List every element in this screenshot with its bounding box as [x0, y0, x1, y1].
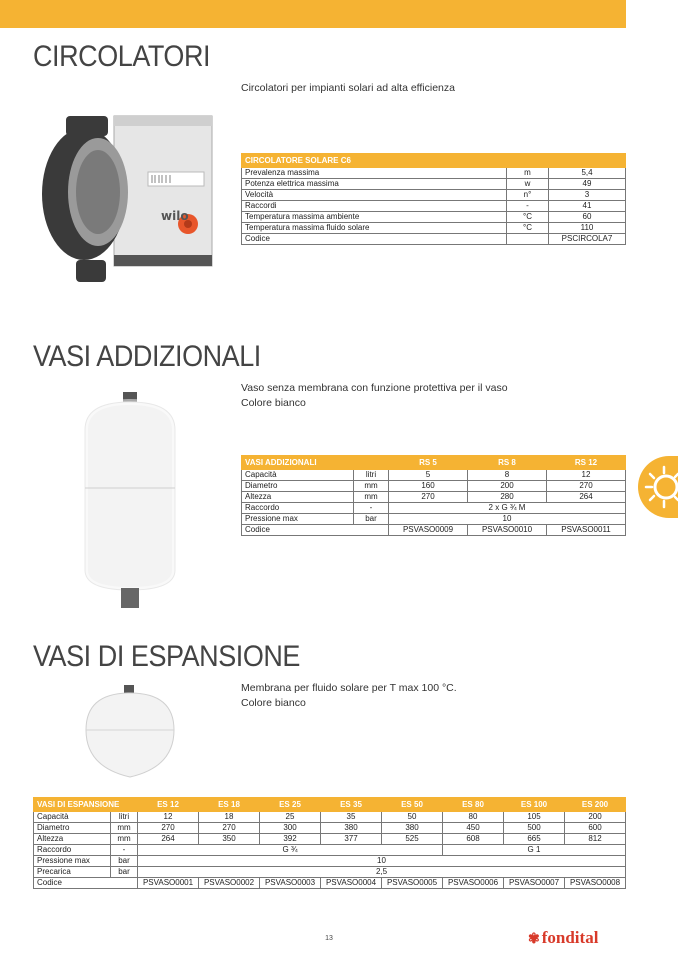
table-row — [242, 212, 626, 223]
vasi-addizionali-table — [241, 455, 626, 536]
table-header: VASI DI ESPANSIONE — [34, 798, 138, 812]
row-value: 41 — [549, 201, 626, 212]
table-row — [242, 223, 626, 234]
row-label: Capacità — [34, 812, 111, 823]
column-header: ES 80 — [443, 798, 504, 812]
expansion-vessel-image — [78, 685, 183, 785]
row-value: 280 — [468, 492, 547, 503]
table-row — [242, 481, 626, 492]
table-row — [242, 234, 626, 245]
row-value: 50 — [382, 812, 443, 823]
column-header: RS 8 — [468, 456, 547, 470]
flower-icon: ✾ — [528, 932, 540, 947]
row-label: Potenza elettrica massima — [242, 179, 507, 190]
row-value: 105 — [504, 812, 565, 823]
row-value: 380 — [321, 823, 382, 834]
row-unit: bar — [354, 514, 389, 525]
row-label: Pressione max — [34, 856, 111, 867]
row-unit: bar — [111, 856, 138, 867]
row-label: Diametro — [242, 481, 354, 492]
row-value: 25 — [260, 812, 321, 823]
additional-vessel-image — [75, 392, 190, 612]
row-value: 3 — [549, 190, 626, 201]
row-value: 8 — [468, 470, 547, 481]
row-value: 110 — [549, 223, 626, 234]
row-label: Raccordo — [242, 503, 354, 514]
column-header: ES 25 — [260, 798, 321, 812]
table-row — [34, 823, 626, 834]
row-value: 665 — [504, 834, 565, 845]
row-label: Prevalenza massima — [242, 168, 507, 179]
row-value: 812 — [565, 834, 626, 845]
row-value: PSVASO0002 — [199, 878, 260, 889]
sun-icon — [644, 465, 678, 509]
table-row — [242, 190, 626, 201]
row-value: PSVASO0011 — [547, 525, 626, 536]
column-header: ES 18 — [199, 798, 260, 812]
row-value: 80 — [443, 812, 504, 823]
row-unit: - — [111, 845, 138, 856]
row-label: Temperatura massima ambiente — [242, 212, 507, 223]
row-value: G 1 — [443, 845, 626, 856]
row-value: 500 — [504, 823, 565, 834]
row-value: 5,4 — [549, 168, 626, 179]
column-header: ES 50 — [382, 798, 443, 812]
column-header: RS 12 — [547, 456, 626, 470]
row-unit: mm — [111, 823, 138, 834]
row-value: 608 — [443, 834, 504, 845]
row-value: PSVASO0005 — [382, 878, 443, 889]
vasi-espansione-table — [33, 797, 626, 889]
solar-section-tab — [638, 456, 678, 518]
row-value: 380 — [382, 823, 443, 834]
row-value: PSVASO0008 — [565, 878, 626, 889]
row-value: 350 — [199, 834, 260, 845]
row-unit: w — [507, 179, 549, 190]
row-unit: litri — [354, 470, 389, 481]
row-unit: m — [507, 168, 549, 179]
column-header: ES 35 — [321, 798, 382, 812]
row-value: 264 — [547, 492, 626, 503]
row-value: 60 — [549, 212, 626, 223]
row-unit — [507, 234, 549, 245]
table-row — [242, 525, 626, 536]
row-value: 300 — [260, 823, 321, 834]
row-label: Temperatura massima fluido solare — [242, 223, 507, 234]
section-title-vasi-addizionali: VASI ADDIZIONALI — [33, 340, 261, 373]
row-value: 270 — [389, 492, 468, 503]
row-value: 160 — [389, 481, 468, 492]
row-value: PSVASO0010 — [468, 525, 547, 536]
table-row — [242, 514, 626, 525]
table-row — [242, 492, 626, 503]
row-value: 392 — [260, 834, 321, 845]
column-header: ES 200 — [565, 798, 626, 812]
row-label: Capacità — [242, 470, 354, 481]
row-label: Altezza — [242, 492, 354, 503]
circolatore-table — [241, 153, 626, 245]
row-value: 600 — [565, 823, 626, 834]
table-row — [34, 856, 626, 867]
row-value: 200 — [565, 812, 626, 823]
row-label: Precarica — [34, 867, 111, 878]
top-accent-bar — [0, 0, 626, 28]
row-value: 2 x G ¾ M — [389, 503, 626, 514]
pump-brand-label: wilo — [161, 209, 189, 223]
row-label: Codice — [242, 525, 389, 536]
row-unit: n° — [507, 190, 549, 201]
section-description: Vaso senza membrana con funzione protettiva per il vaso Colore bianco — [241, 382, 508, 409]
row-value: 12 — [138, 812, 199, 823]
row-value: 18 — [199, 812, 260, 823]
row-unit: mm — [354, 481, 389, 492]
fondital-logo: ✾ fondital — [528, 928, 599, 947]
table-row — [242, 201, 626, 212]
table-header: VASI ADDIZIONALI — [242, 456, 389, 470]
table-row — [34, 845, 626, 856]
section-title-vasi-espansione: VASI DI ESPANSIONE — [33, 640, 300, 673]
row-value: G ¾ — [138, 845, 443, 856]
row-value: 264 — [138, 834, 199, 845]
row-value: 270 — [547, 481, 626, 492]
section-title-circolatori: CIRCOLATORI — [33, 40, 211, 73]
table-row — [242, 168, 626, 179]
row-value: PSVASO0004 — [321, 878, 382, 889]
row-value: 12 — [547, 470, 626, 481]
row-value: 525 — [382, 834, 443, 845]
section-description: Membrana per fluido solare per T max 100 °C. Colore bianco — [241, 682, 457, 709]
row-unit: - — [507, 201, 549, 212]
row-value: PSCIRCOLA7 — [549, 234, 626, 245]
row-value: 450 — [443, 823, 504, 834]
table-row — [34, 812, 626, 823]
row-value: 49 — [549, 179, 626, 190]
row-label: Velocità — [242, 190, 507, 201]
table-row — [242, 503, 626, 514]
row-value: 270 — [199, 823, 260, 834]
column-header: ES 12 — [138, 798, 199, 812]
row-value: PSVASO0009 — [389, 525, 468, 536]
row-unit: litri — [111, 812, 138, 823]
row-value: 200 — [468, 481, 547, 492]
row-value: 270 — [138, 823, 199, 834]
row-label: Codice — [34, 878, 138, 889]
table-row — [34, 878, 626, 889]
row-unit: bar — [111, 867, 138, 878]
row-unit: mm — [111, 834, 138, 845]
row-unit: °C — [507, 212, 549, 223]
row-value: 35 — [321, 812, 382, 823]
page-number: 13 — [325, 935, 333, 942]
row-value: 377 — [321, 834, 382, 845]
pump-image — [36, 110, 216, 290]
row-label: Raccordi — [242, 201, 507, 212]
section-description: Circolatori per impianti solari ad alta efficienza — [241, 82, 455, 94]
row-value: PSVASO0001 — [138, 878, 199, 889]
row-label: Raccordo — [34, 845, 111, 856]
row-value: 5 — [389, 470, 468, 481]
row-value: PSVASO0007 — [504, 878, 565, 889]
row-label: Pressione max — [242, 514, 354, 525]
row-unit: °C — [507, 223, 549, 234]
row-value: 10 — [389, 514, 626, 525]
row-value: 2,5 — [138, 867, 626, 878]
table-row — [242, 179, 626, 190]
column-header: RS 5 — [389, 456, 468, 470]
table-row — [34, 867, 626, 878]
row-value: PSVASO0006 — [443, 878, 504, 889]
row-label: Diametro — [34, 823, 111, 834]
row-value: PSVASO0003 — [260, 878, 321, 889]
column-header: ES 100 — [504, 798, 565, 812]
row-unit: mm — [354, 492, 389, 503]
row-label: Codice — [242, 234, 507, 245]
table-row — [34, 834, 626, 845]
row-value: 10 — [138, 856, 626, 867]
row-unit: - — [354, 503, 389, 514]
row-label: Altezza — [34, 834, 111, 845]
table-row — [242, 470, 626, 481]
table-header: CIRCOLATORE SOLARE C6 — [242, 154, 626, 168]
